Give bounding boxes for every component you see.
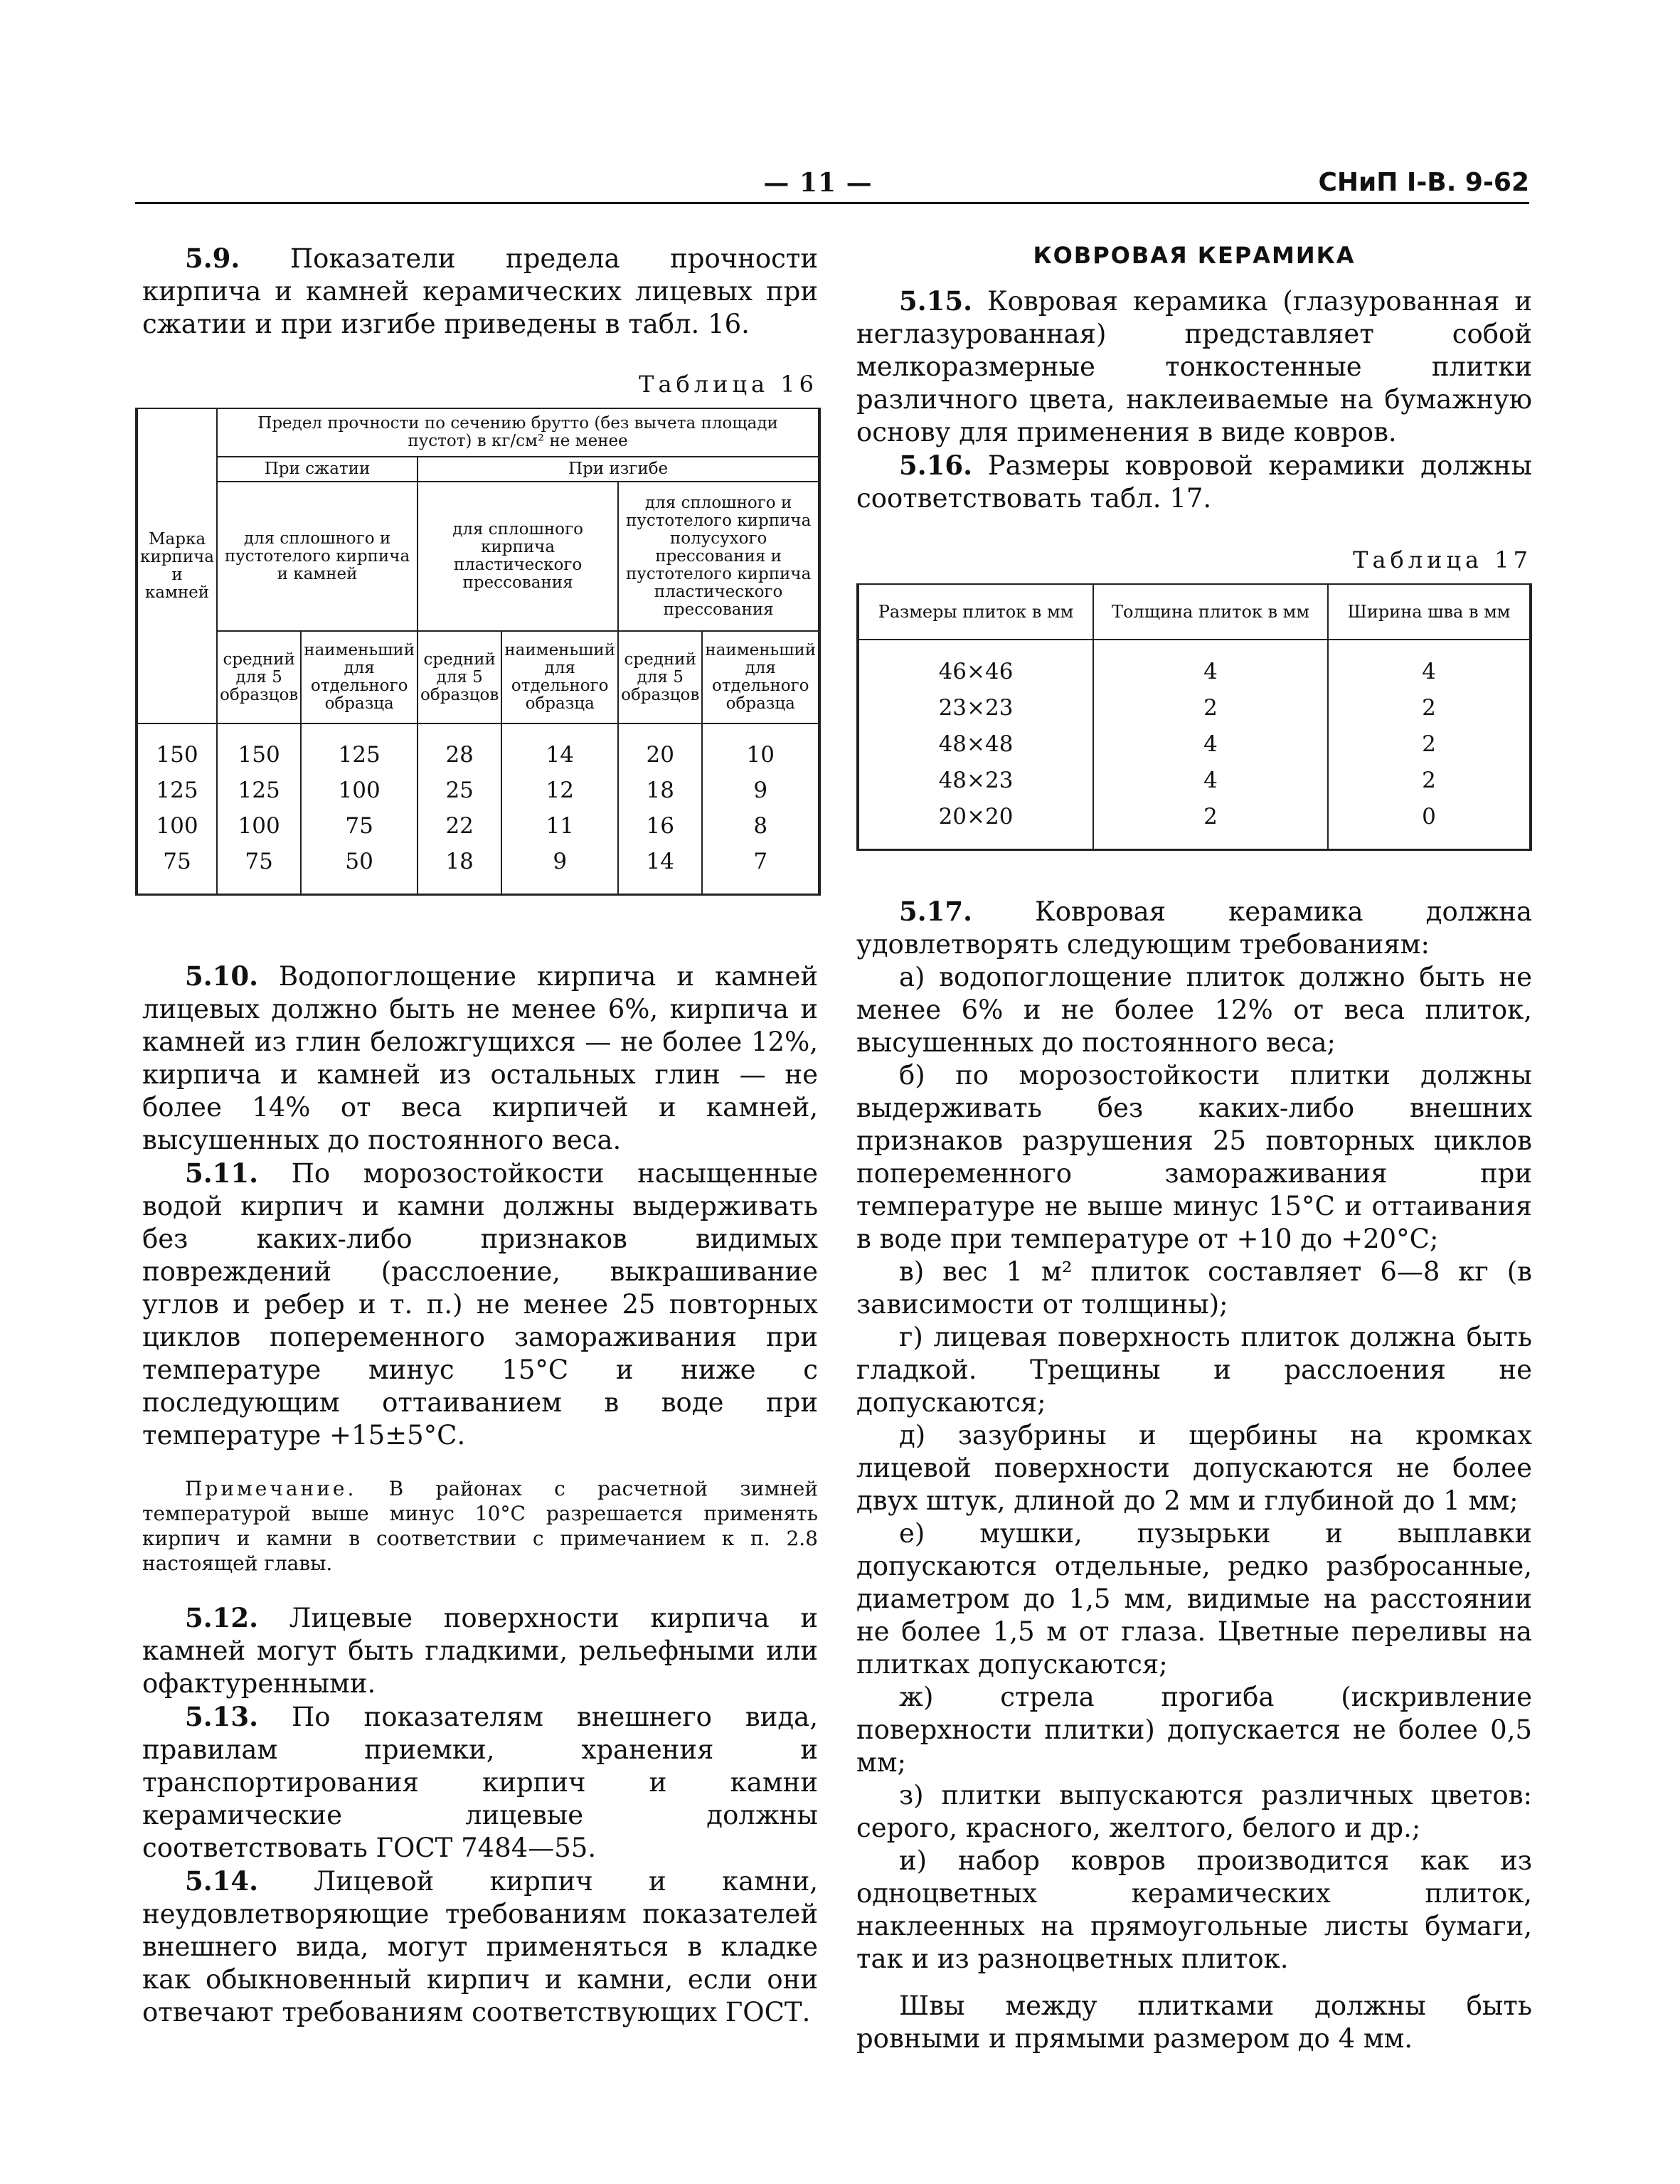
header-rule (135, 202, 1529, 204)
table-16-caption: Таблица 16 (639, 371, 818, 398)
paragraph-text: Лицевые поверхности кирпича и камней могут быть гладкими, рельефными или офактуренными. (142, 1603, 818, 1699)
section-title: КОВРОВАЯ КЕРАМИКА (1033, 242, 1356, 269)
table-header-cell: наименьший для отдельного образца (702, 631, 819, 723)
table-cell: 125 (301, 723, 418, 773)
table-row (858, 726, 1531, 763)
table-header-cell: средний для 5 образцов (418, 631, 501, 723)
table-cell: 10 (702, 723, 819, 773)
table-cell: 18 (618, 773, 702, 808)
note-text: В районах с расчетной зимней температурой выше минус 10°С разрешается применять кирпич и камни в соответствии с примечанием к п. 2.8 настоящей главы. (142, 1477, 818, 1575)
paragraph-text: Водопоглощение кирпича и камней лицевых должно быть не менее 6%, кирпича и камней из глин беложгущихся — не более 12%, кирпича и камней из остальных глин — не более 14% от веса кирпичей и камней, высушенных до постоянного веса. (142, 961, 819, 1155)
paragraph-5-12 (142, 1601, 818, 1700)
table-cell: 46×46 (858, 640, 1093, 690)
paragraph-text: Ковровая керамика (глазурованная и неглазурованная) представляет собой мелкоразмерные тонкостенные плитки различного цвета, наклеиваемые на бумажную основу для применения в виде ковров. (856, 286, 1532, 447)
table-cell: 20 (618, 723, 702, 773)
paragraph-number: 5.15. (899, 285, 972, 317)
table-cell: 4 (1328, 640, 1531, 690)
table-cell: 0 (1328, 799, 1531, 850)
table-row (858, 690, 1531, 726)
requirement-d: д) зазубрины и щербины на кромках лицевой поверхности допускаются не более двух штук, длиной до 2 мм и глубиной до 1 мм; (856, 1420, 1532, 1516)
table-cell: 2 (1328, 763, 1531, 799)
note-label: Примечание. (185, 1477, 357, 1500)
paragraph-text: По показателям внешнего вида, правилам приемки, хранения и транспортирования кирпич и камни керамические лицевые должны соответствовать ГОСТ 7484—55. (142, 1702, 818, 1863)
table-cell: 9 (702, 773, 819, 808)
table-cell: 23×23 (858, 690, 1093, 726)
table-header-cell: Размеры плиток в мм (858, 584, 1093, 640)
table-header-cell: наименьший для отдельного образца (301, 631, 418, 723)
table-cell: 48×48 (858, 726, 1093, 763)
paragraph-number: 5.16. (899, 450, 972, 481)
paragraph-text: Лицевой кирпич и камни, неудовлетворяющие требованиям показателей внешнего вида, могут применяться в кладке как обыкновенный кирпич и камни, если они отвечают требованиям соответствующих ГОСТ. (142, 1866, 818, 2027)
table-cell: 50 (301, 844, 418, 895)
paragraph-text: Размеры ковровой керамики должны соответствовать табл. 17. (856, 450, 1533, 514)
document-code: СНиП I-В. 9-62 (1318, 168, 1529, 197)
table-header-cell: средний для 5 образцов (217, 631, 301, 723)
table-cell: 9 (501, 844, 618, 895)
paragraph-5-13 (142, 1700, 818, 1865)
table-row (137, 808, 819, 844)
paragraph-number: 5.14. (185, 1865, 258, 1897)
table-cell: 2 (1093, 690, 1328, 726)
table-cell: 4 (1093, 763, 1328, 799)
table-cell: 48×23 (858, 763, 1093, 799)
table-header-cell: Предел прочности по сечению брутто (без вычета площади пустот) в кг/см² не менее (217, 408, 819, 457)
paragraph-text: Ковровая керамика должна удовлетворять следующим требованиям: (856, 896, 1532, 960)
table-cell: 75 (137, 844, 217, 895)
table-row (858, 763, 1531, 799)
table-cell: 150 (217, 723, 301, 773)
table-row (137, 773, 819, 808)
table-cell: 12 (501, 773, 618, 808)
table-header-cell: Толщина плиток в мм (1093, 584, 1328, 640)
table-header-cell: средний для 5 образцов (618, 631, 702, 723)
table-cell: 2 (1328, 726, 1531, 763)
paragraph-5-15 (856, 285, 1532, 449)
paragraph-5-14 (142, 1865, 818, 2029)
requirement-g: г) лицевая поверхность плиток должна быть гладкой. Трещины и расслоения не допускаются; (856, 1322, 1532, 1418)
table-cell: 2 (1328, 690, 1531, 726)
page-number: — 11 — (763, 168, 873, 198)
table-17 (856, 583, 1532, 851)
table-cell: 11 (501, 808, 618, 844)
table-header-cell: для сплошного и пустотелого кирпича и камней (217, 482, 418, 631)
table-cell: 75 (301, 808, 418, 844)
table-cell: 125 (137, 773, 217, 808)
table-cell: 125 (217, 773, 301, 808)
paragraph-number: 5.11. (185, 1157, 258, 1189)
table-cell: 22 (418, 808, 501, 844)
paragraph-number: 5.17. (899, 896, 972, 927)
table-header-cell: наименьший для отдельного образца (501, 631, 618, 723)
left-column (142, 242, 818, 2029)
requirement-i: и) набор ковров производится как из одноцветных керамических плиток, наклеенных на прямоугольные листы бумаги, так и из разноцветных плиток. (856, 1845, 1532, 1974)
table-cell: 4 (1093, 640, 1328, 690)
table-header-cell: для сплошного кирпича пластического прессования (418, 482, 618, 631)
table-cell: 100 (217, 808, 301, 844)
paragraph-text: Показатели предела прочности кирпича и камней керамических лицевых при сжатии и при изгибе приведены в табл. 16. (142, 243, 819, 339)
table-cell: 75 (217, 844, 301, 895)
paragraph-number: 5.13. (185, 1701, 258, 1732)
paragraph-number: 5.12. (185, 1602, 258, 1633)
paragraph-5-9 (142, 242, 818, 341)
paragraph-number: 5.9. (185, 243, 240, 274)
table-cell: 14 (501, 723, 618, 773)
table-cell: 14 (618, 844, 702, 895)
paragraph-5-10 (142, 960, 818, 1157)
table-header-cell: При сжатии (217, 457, 418, 482)
right-column (856, 242, 1532, 2055)
table-cell: 4 (1093, 726, 1328, 763)
requirement-zh: ж) стрела прогиба (искривление поверхности плитки) допускается не более 0,5 мм; (856, 1682, 1532, 1778)
paragraph-text: По морозостойкости насыщенные водой кирпич и камни должны выдерживать без каких-либо признаков видимых повреждений (расслоение, выкрашивание углов и ребер и т. п.) не менее 25 повторных циклов попеременного замораживания при температуре минус 15°С и ниже с последующим оттаиванием в воде при температуре +15±5°С. (142, 1158, 818, 1451)
requirement-b: б) по морозостойкости плитки должны выдерживать без каких-либо внешних признаков разрушения 25 повторных циклов попеременного замораживания при температуре не выше минус 15°С и оттаивания в воде при температуре от +10 до +20°С; (856, 1060, 1532, 1254)
table-header-cell: Ширина шва в мм (1328, 584, 1531, 640)
table-16 (135, 408, 821, 896)
requirement-a: а) водопоглощение плиток должно быть не менее 6% и не более 12% от веса плиток, высушенных до постоянного веса; (856, 962, 1532, 1058)
paragraph-5-16 (856, 449, 1532, 515)
requirement-e: е) мушки, пузырьки и выплавки допускаются отдельные, редко разбросанные, диаметром до 1,5 мм, видимые на расстоянии не более 1,5 м от глаза. Цветные переливы на плитках допускаются; (856, 1518, 1532, 1680)
table-cell: 18 (418, 844, 501, 895)
table-cell: 150 (137, 723, 217, 773)
table-cell: 7 (702, 844, 819, 895)
table-cell: 100 (137, 808, 217, 844)
table-cell: 100 (301, 773, 418, 808)
paragraph-5-17 (856, 895, 1532, 961)
table-cell: 2 (1093, 799, 1328, 850)
paragraph-number: 5.10. (185, 960, 258, 992)
table-row (137, 723, 819, 773)
table-cell: 16 (618, 808, 702, 844)
paragraph-5-11 (142, 1157, 818, 1452)
table-cell: 28 (418, 723, 501, 773)
table-cell: 25 (418, 773, 501, 808)
table-header-cell: для сплошного и пустотелого кирпича полусухого прессования и пустотелого кирпича пластического прессования (618, 482, 819, 631)
table-row (137, 844, 819, 895)
final-paragraph: Швы между плитками должны быть ровными и прямыми размером до 4 мм. (856, 1990, 1532, 2054)
requirement-z: з) плитки выпускаются различных цветов: серого, красного, желтого, белого и др.; (856, 1780, 1532, 1843)
table-row (858, 799, 1531, 850)
table-cell: 8 (702, 808, 819, 844)
table-cell: 20×20 (858, 799, 1093, 850)
table-header-cell: Марка кирпича и камней (137, 408, 217, 723)
table-row (858, 640, 1531, 690)
table-17-caption: Таблица 17 (1353, 546, 1532, 573)
table-header-cell: При изгибе (418, 457, 819, 482)
note (142, 1476, 818, 1576)
requirement-v: в) вес 1 м² плиток составляет 6—8 кг (в зависимости от толщины); (856, 1256, 1532, 1320)
